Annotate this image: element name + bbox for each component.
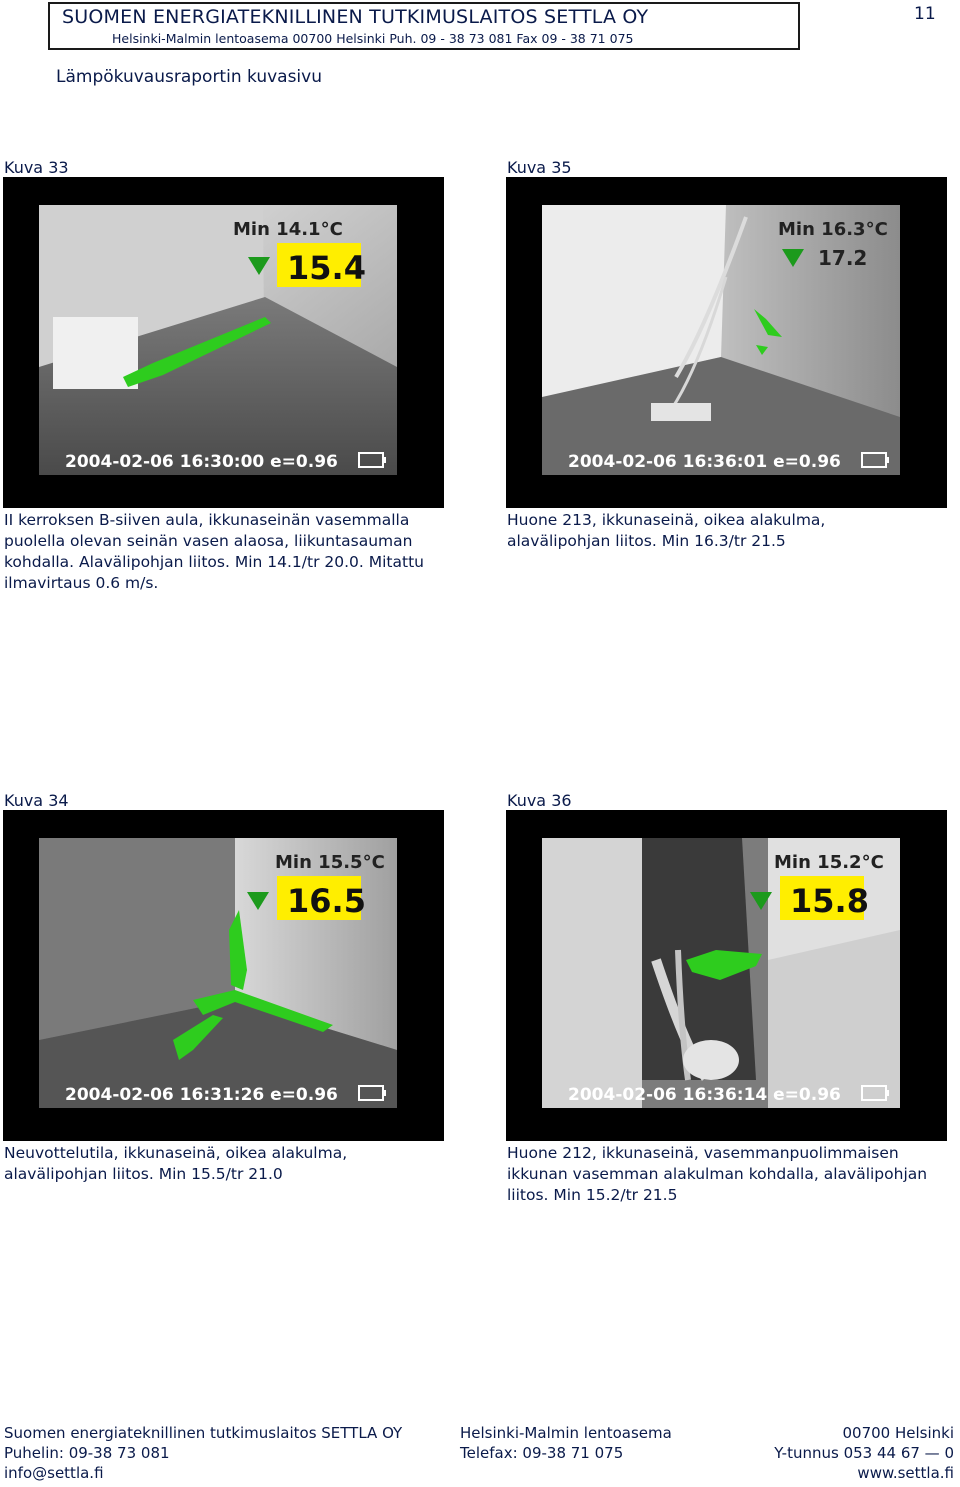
timestamp: 2004-02-06 16:36:14 e=0.96 [568,1085,841,1105]
figure-label-33: Kuva 33 [4,158,69,177]
spot-value: 16.5 [287,882,366,920]
company-name: SUOMEN ENERGIATEKNILLINEN TUTKIMUSLAITOS SETTLA OY [62,6,649,28]
min-readout: Min 15.2°C [774,852,884,873]
thermal-image-35 [506,177,947,508]
timestamp: 2004-02-06 16:30:00 e=0.96 [65,452,338,472]
figure-caption-36: Huone 212, ikkunaseinä, vasemmanpuolimmaisen ikkunan vasemman alakulman kohdalla, alavälipohjan liitos. Min 15.2/tr 21.5 [507,1144,928,1204]
figure-caption-35: Huone 213, ikkunaseinä, oikea alakulma, alavälipohjan liitos. Min 16.3/tr 21.5 [507,511,826,550]
spot-value: 15.4 [287,249,366,287]
company-address: Helsinki-Malmin lentoasema 00700 Helsinki Puh. 09 - 38 73 081 Fax 09 - 38 71 075 [112,31,634,46]
footer-location: Helsinki-Malmin lentoasema [460,1424,672,1442]
thermal-image-36 [506,810,947,1141]
min-readout: Min 15.5°C [275,852,385,873]
footer-fax: Telefax: 09-38 71 075 [460,1444,624,1462]
min-readout: Min 14.1°C [233,219,343,240]
figure-label-34: Kuva 34 [4,791,69,810]
footer-business-id: Y-tunnus 053 44 67 — 0 [774,1444,954,1462]
page-number: 11 [914,4,936,24]
footer-website[interactable]: www.settla.fi [857,1464,954,1482]
footer-email[interactable]: info@settla.fi [4,1464,104,1482]
thermal-image-34 [3,810,444,1141]
thermal-image-33 [3,177,444,508]
footer-phone: Puhelin: 09-38 73 081 [4,1444,170,1462]
min-readout: Min 16.3°C [778,219,888,240]
footer-company: Suomen energiateknillinen tutkimuslaitos SETTLA OY [4,1424,403,1442]
figure-label-36: Kuva 36 [507,791,572,810]
spot-value: 17.2 [818,246,868,270]
figure-caption-33: II kerroksen B-siiven aula, ikkunaseinän vasemmalla puolella olevan seinän vasen alaosa, liikuntasauman kohdalla. Alavälipohjan liitos. Min 14.1/tr 20.0. Mitattu ilmavirtaus 0.6 m/s. [4,511,424,592]
timestamp: 2004-02-06 16:31:26 e=0.96 [65,1085,338,1105]
timestamp: 2004-02-06 16:36:01 e=0.96 [568,452,841,472]
report-title: Lämpökuvausraportin kuvasivu [56,67,322,87]
figure-label-35: Kuva 35 [507,158,572,177]
figure-caption-34: Neuvottelutila, ikkunaseinä, oikea alakulma, alavälipohjan liitos. Min 15.5/tr 21.0 [4,1144,348,1183]
footer-postal: 00700 Helsinki [842,1424,954,1442]
spot-value: 15.8 [790,882,869,920]
